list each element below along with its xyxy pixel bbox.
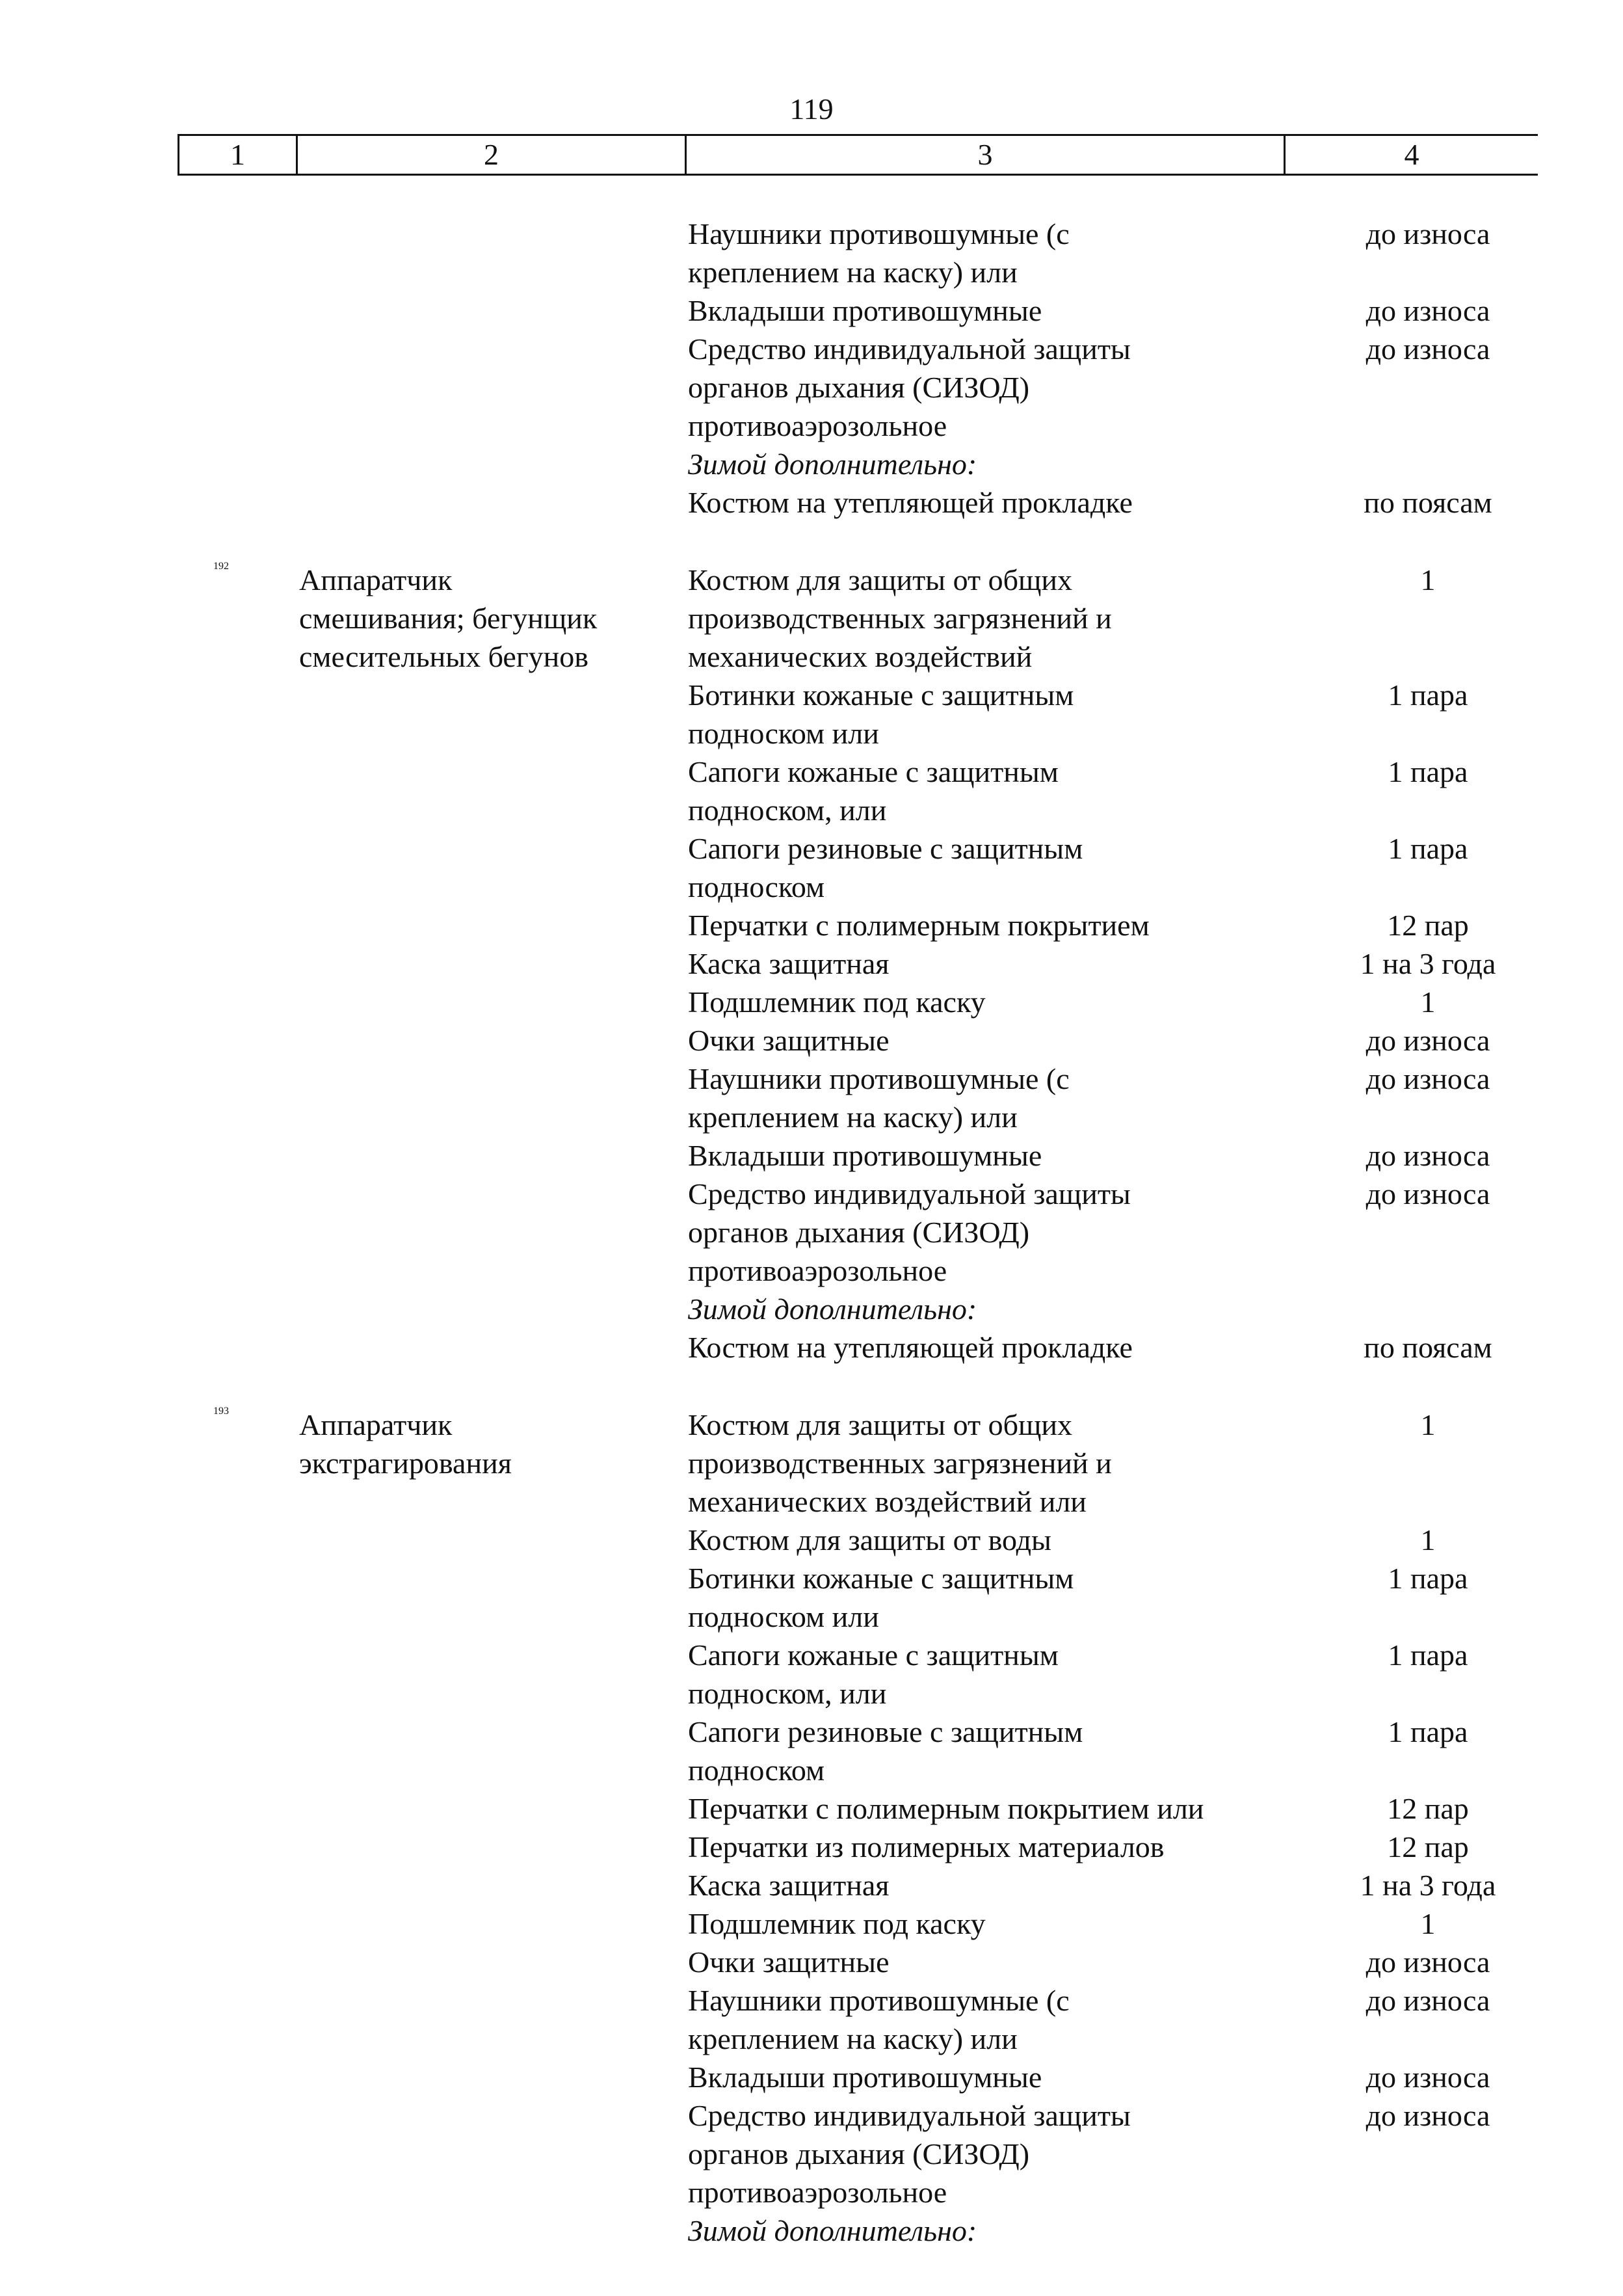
protection-item [688, 1175, 1558, 1290]
protection-item [688, 1904, 1558, 1943]
item-norm: 1 [1420, 985, 1436, 1019]
protection-item [688, 1328, 1558, 1367]
item-norm: до износа [1366, 332, 1490, 366]
item-name-line: Подшлемник под каску [688, 1907, 986, 1940]
column-header-1: 1 [179, 135, 297, 175]
row-number-cell [0, 1406, 299, 2250]
item-name-line: подноском или [688, 717, 879, 750]
item-name-line: механических воздействий [688, 640, 1033, 673]
item-norm: 12 пар [1387, 909, 1469, 942]
item-norm: до износа [1366, 1139, 1490, 1172]
item-name-line: Сапоги кожаные с защитным [688, 755, 1059, 788]
protection-item [688, 906, 1558, 944]
item-name [688, 829, 1298, 906]
item-name-line: Костюм на утепляющей прокладке [688, 1331, 1133, 1364]
item-name-line: производственных загрязнений и [688, 602, 1112, 635]
item-name [688, 906, 1298, 944]
item-name-line: Перчатки с полимерным покрытием или [688, 1792, 1204, 1825]
item-norm: 1 [1420, 1523, 1436, 1556]
row-left-block [0, 561, 688, 1367]
item-name-line: Зимой дополнительно: [688, 2214, 977, 2247]
item-norm: до износа [1366, 2061, 1490, 2094]
item-name-line: Вкладыши противошумные [688, 294, 1042, 327]
item-name-line: Подшлемник под каску [688, 985, 986, 1019]
item-norm: 12 пар [1387, 1792, 1469, 1825]
table-body [0, 215, 1623, 2250]
profession-line: смешивания; бегунщик [299, 602, 598, 635]
protection-item [688, 2211, 1558, 2250]
item-name [688, 1981, 1298, 2058]
protection-item [688, 330, 1558, 445]
protection-item [688, 1866, 1558, 1904]
protection-item [688, 483, 1558, 522]
item-name-line: Наушники противошумные (с [688, 1984, 1070, 2017]
item-name [688, 445, 1298, 483]
table-row [0, 1406, 1623, 2250]
item-norm: до износа [1366, 1024, 1490, 1057]
item-name [688, 561, 1298, 676]
row-left-block [0, 1406, 688, 2250]
protection-item [688, 2058, 1558, 2096]
item-norm: 1 на 3 года [1360, 947, 1496, 980]
protection-item [688, 1021, 1558, 1060]
item-name [688, 1060, 1298, 1136]
protection-item [688, 1713, 1558, 1789]
item-name-line: Костюм для защиты от общих [688, 1408, 1073, 1441]
column-header-3: 3 [686, 135, 1285, 175]
item-name [688, 676, 1298, 753]
profession-line: Аппаратчик [299, 1408, 453, 1441]
protection-item [688, 753, 1558, 829]
protection-item [688, 1943, 1558, 1981]
item-norm: до износа [1366, 2099, 1490, 2132]
item-norm: 12 пар [1387, 1830, 1469, 1863]
item-name [688, 983, 1298, 1021]
item-name [688, 1290, 1298, 1328]
item-name [688, 291, 1298, 330]
item-norm: до износа [1366, 217, 1490, 250]
protection-item [688, 829, 1558, 906]
item-name-line: Перчатки из полимерных материалов [688, 1830, 1165, 1863]
item-name-line: Сапоги кожаные с защитным [688, 1638, 1059, 1672]
profession-line: Аппаратчик [299, 563, 453, 596]
column-header-2: 2 [297, 135, 686, 175]
row-left-block [0, 215, 688, 522]
item-norm: до износа [1366, 294, 1490, 327]
protection-item [688, 1559, 1558, 1636]
item-name [688, 215, 1298, 291]
item-name-line: органов дыхания (СИЗОД) [688, 371, 1030, 404]
item-name [688, 2211, 1298, 2250]
item-name [688, 753, 1298, 829]
item-norm: 1 пара [1388, 832, 1468, 865]
item-name [688, 1521, 1298, 1559]
item-name-line: Зимой дополнительно: [688, 1292, 977, 1326]
profession-line: экстрагирования [299, 1447, 512, 1480]
item-name-line: Ботинки кожаные с защитным [688, 1562, 1074, 1595]
item-norm: по поясам [1364, 486, 1492, 519]
item-norm: по поясам [1364, 1331, 1492, 1364]
item-name-line: производственных загрязнений и [688, 1447, 1112, 1480]
item-name-line: подноском [688, 870, 825, 903]
item-name [688, 2096, 1298, 2211]
item-name-line: Зимой дополнительно: [688, 447, 977, 481]
profession-cell [299, 215, 688, 522]
item-name [688, 1636, 1298, 1713]
row-number: 193 [213, 1406, 229, 1417]
item-name-line: органов дыхания (СИЗОД) [688, 1216, 1030, 1249]
protection-item [688, 676, 1558, 753]
item-norm: 1 [1420, 1907, 1436, 1940]
item-name-line: Сапоги резиновые с защитным [688, 1715, 1083, 1748]
item-norm: 1 пара [1388, 1638, 1468, 1672]
row-number-cell [0, 215, 299, 522]
protection-item [688, 215, 1558, 291]
profession-cell [299, 1406, 688, 2250]
protection-item [688, 445, 1558, 483]
item-name [688, 2058, 1298, 2096]
item-name-line: подноском, или [688, 1677, 887, 1710]
item-norm: до износа [1366, 1062, 1490, 1095]
item-name-line: подноском, или [688, 794, 887, 827]
item-name-line: противоаэрозольное [688, 2176, 947, 2209]
protection-item [688, 1981, 1558, 2058]
row-number-cell [0, 561, 299, 1367]
item-name-line: подноском или [688, 1600, 879, 1633]
item-norm: до износа [1366, 1177, 1490, 1210]
item-norm: 1 пара [1388, 1715, 1468, 1748]
item-norm [1298, 445, 1558, 483]
item-name-line: Вкладыши противошумные [688, 1139, 1042, 1172]
group-spacer [0, 522, 1623, 561]
item-norm: до износа [1366, 1984, 1490, 2017]
item-name-line: Ботинки кожаные с защитным [688, 678, 1074, 712]
item-norm: 1 [1420, 1408, 1436, 1441]
item-name [688, 330, 1298, 445]
item-name [688, 1789, 1298, 1828]
item-name-line: Очки защитные [688, 1024, 890, 1057]
item-name-line: Наушники противошумные (с [688, 1062, 1070, 1095]
item-name-line: Средство индивидуальной защиты [688, 1177, 1131, 1210]
item-name [688, 1559, 1298, 1636]
item-name [688, 944, 1298, 983]
column-header-row [178, 134, 1538, 176]
item-norm: 1 [1420, 563, 1436, 596]
item-name [688, 1713, 1298, 1789]
item-norm: до износа [1366, 1945, 1490, 1979]
item-name-line: противоаэрозольное [688, 409, 947, 442]
protection-item [688, 561, 1558, 676]
row-number: 192 [213, 561, 229, 572]
item-name-line: Средство индивидуальной защиты [688, 2099, 1131, 2132]
item-norm: 1 пара [1388, 755, 1468, 788]
item-name-line: креплением на каску) или [688, 2022, 1018, 2055]
protection-item [688, 1060, 1558, 1136]
item-name-line: Наушники противошумные (с [688, 217, 1070, 250]
protection-items [688, 1406, 1558, 2250]
protection-item [688, 1406, 1558, 1521]
protection-item [688, 1290, 1558, 1328]
item-name [688, 1136, 1298, 1175]
item-name-line: Сапоги резиновые с защитным [688, 832, 1083, 865]
item-norm [1298, 1290, 1558, 1328]
item-name-line: креплением на каску) или [688, 1101, 1018, 1134]
protection-item [688, 1636, 1558, 1713]
item-name [688, 1943, 1298, 1981]
item-name [688, 1406, 1298, 1521]
item-name [688, 483, 1298, 522]
item-norm: 1 на 3 года [1360, 1869, 1496, 1902]
item-name [688, 1904, 1298, 1943]
item-name-line: Костюм для защиты от воды [688, 1523, 1051, 1556]
item-name [688, 1828, 1298, 1866]
column-header-4: 4 [1285, 135, 1538, 175]
item-name-line: Очки защитные [688, 1945, 890, 1979]
protection-item [688, 944, 1558, 983]
item-name-line: креплением на каску) или [688, 256, 1018, 289]
item-name-line: противоаэрозольное [688, 1254, 947, 1287]
protection-item [688, 1828, 1558, 1866]
page-number: 119 [789, 92, 834, 126]
item-name-line: Каска защитная [688, 1869, 890, 1902]
item-name [688, 1021, 1298, 1060]
protection-item [688, 2096, 1558, 2211]
item-name-line: Костюм для защиты от общих [688, 563, 1073, 596]
item-name-line: Каска защитная [688, 947, 890, 980]
protection-items [688, 215, 1558, 522]
item-name-line: механических воздействий или [688, 1485, 1087, 1518]
item-name-line: Перчатки с полимерным покрытием [688, 909, 1150, 942]
item-name-line: Вкладыши противошумные [688, 2061, 1042, 2094]
item-name [688, 1175, 1298, 1290]
table-row [0, 561, 1623, 1367]
protection-item [688, 1789, 1558, 1828]
item-name-line: органов дыхания (СИЗОД) [688, 2137, 1030, 2170]
protection-item [688, 1521, 1558, 1559]
protection-item [688, 983, 1558, 1021]
table-row [0, 215, 1623, 522]
profession-line: смесительных бегунов [299, 640, 589, 673]
protection-item [688, 1136, 1558, 1175]
item-norm: 1 пара [1388, 1562, 1468, 1595]
group-spacer [0, 1367, 1623, 1406]
item-name-line: Костюм на утепляющей прокладке [688, 486, 1133, 519]
item-name [688, 1328, 1298, 1367]
item-norm: 1 пара [1388, 678, 1468, 712]
item-name [688, 1866, 1298, 1904]
protection-item [688, 291, 1558, 330]
item-name-line: Средство индивидуальной защиты [688, 332, 1131, 366]
protection-items [688, 561, 1558, 1367]
profession-cell [299, 561, 688, 1367]
item-norm [1298, 2211, 1558, 2250]
item-name-line: подноском [688, 1754, 825, 1787]
